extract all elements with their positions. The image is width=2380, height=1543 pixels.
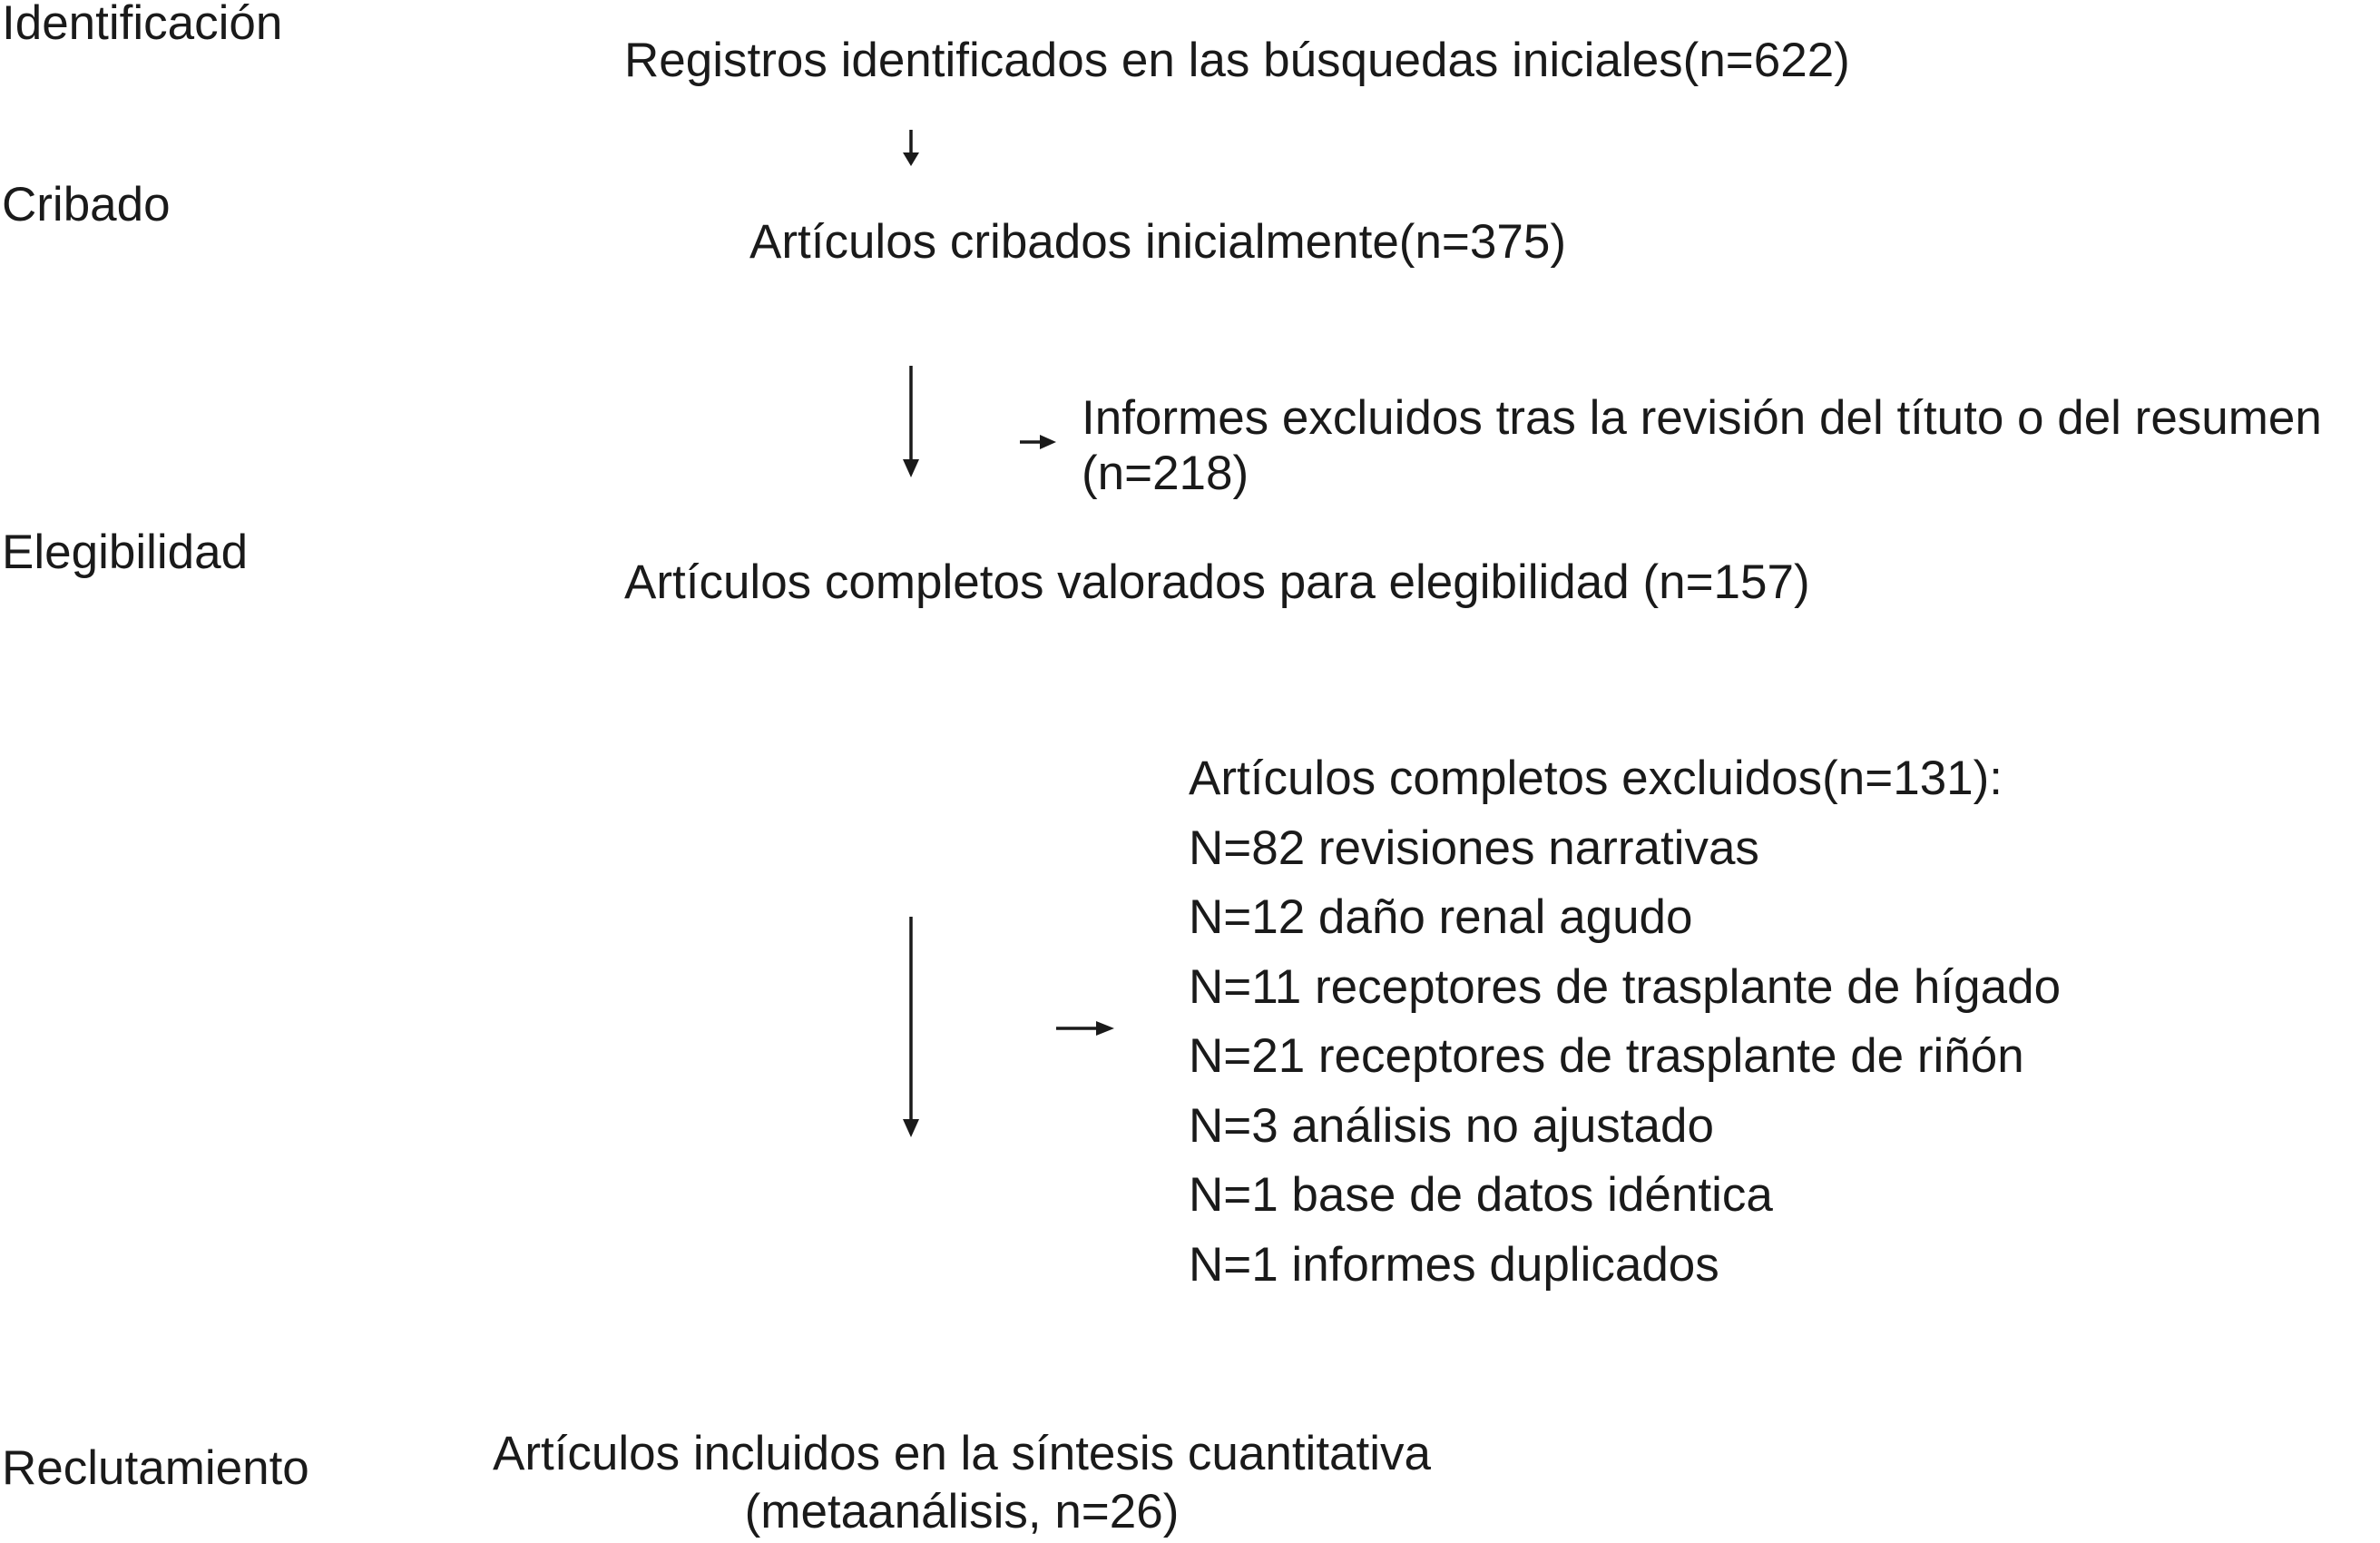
arrow-down-2-head: [903, 459, 919, 477]
arrow-right-2-head: [1096, 1021, 1114, 1036]
box-excluidos-titulo-line1: Informes excluidos tras la revisión del títuto o del resumen: [1082, 391, 2322, 445]
incluidos-line2: (metaanálisis, n=26): [744, 1485, 1180, 1538]
box-excluidos-titulo-line2: (n=218): [1082, 447, 1249, 500]
box-registros-identificados: Registros identificados en las búsquedas iniciales(n=622): [624, 34, 1850, 87]
stage-label-cribado: Cribado: [2, 178, 171, 231]
box-articulos-completos-valorados: Artículos completos valorados para elegibilidad (n=157): [624, 555, 1810, 609]
list-item: N=1 informes duplicados: [1189, 1237, 1719, 1292]
list-item: N=21 receptores de trasplante de riñón: [1189, 1029, 2024, 1083]
excluidos-header: Artículos completos excluidos(n=131):: [1189, 752, 2003, 805]
list-item: N=3 análisis no ajustado: [1189, 1098, 1714, 1153]
incluidos-line1: Artículos incluidos en la síntesis cuantitativa: [492, 1427, 1432, 1480]
list-item: N=82 revisiones narrativas: [1189, 821, 1759, 875]
stage-label-identificacion: Identificación: [2, 0, 283, 50]
stage-label-reclutamiento: Reclutamiento: [2, 1441, 309, 1495]
list-item: N=11 receptores de trasplante de hígado: [1189, 959, 2062, 1014]
stage-label-elegibilidad: Elegibilidad: [2, 526, 249, 579]
arrow-down-1-head: [903, 152, 919, 166]
list-item: N=1 base de datos idéntica: [1189, 1168, 1773, 1222]
box-articulos-cribados: Artículos cribados inicialmente(n=375): [749, 215, 1566, 269]
arrow-right-1-head: [1040, 435, 1056, 449]
arrow-down-3-head: [903, 1119, 919, 1137]
list-item: N=12 daño renal agudo: [1189, 890, 1693, 944]
